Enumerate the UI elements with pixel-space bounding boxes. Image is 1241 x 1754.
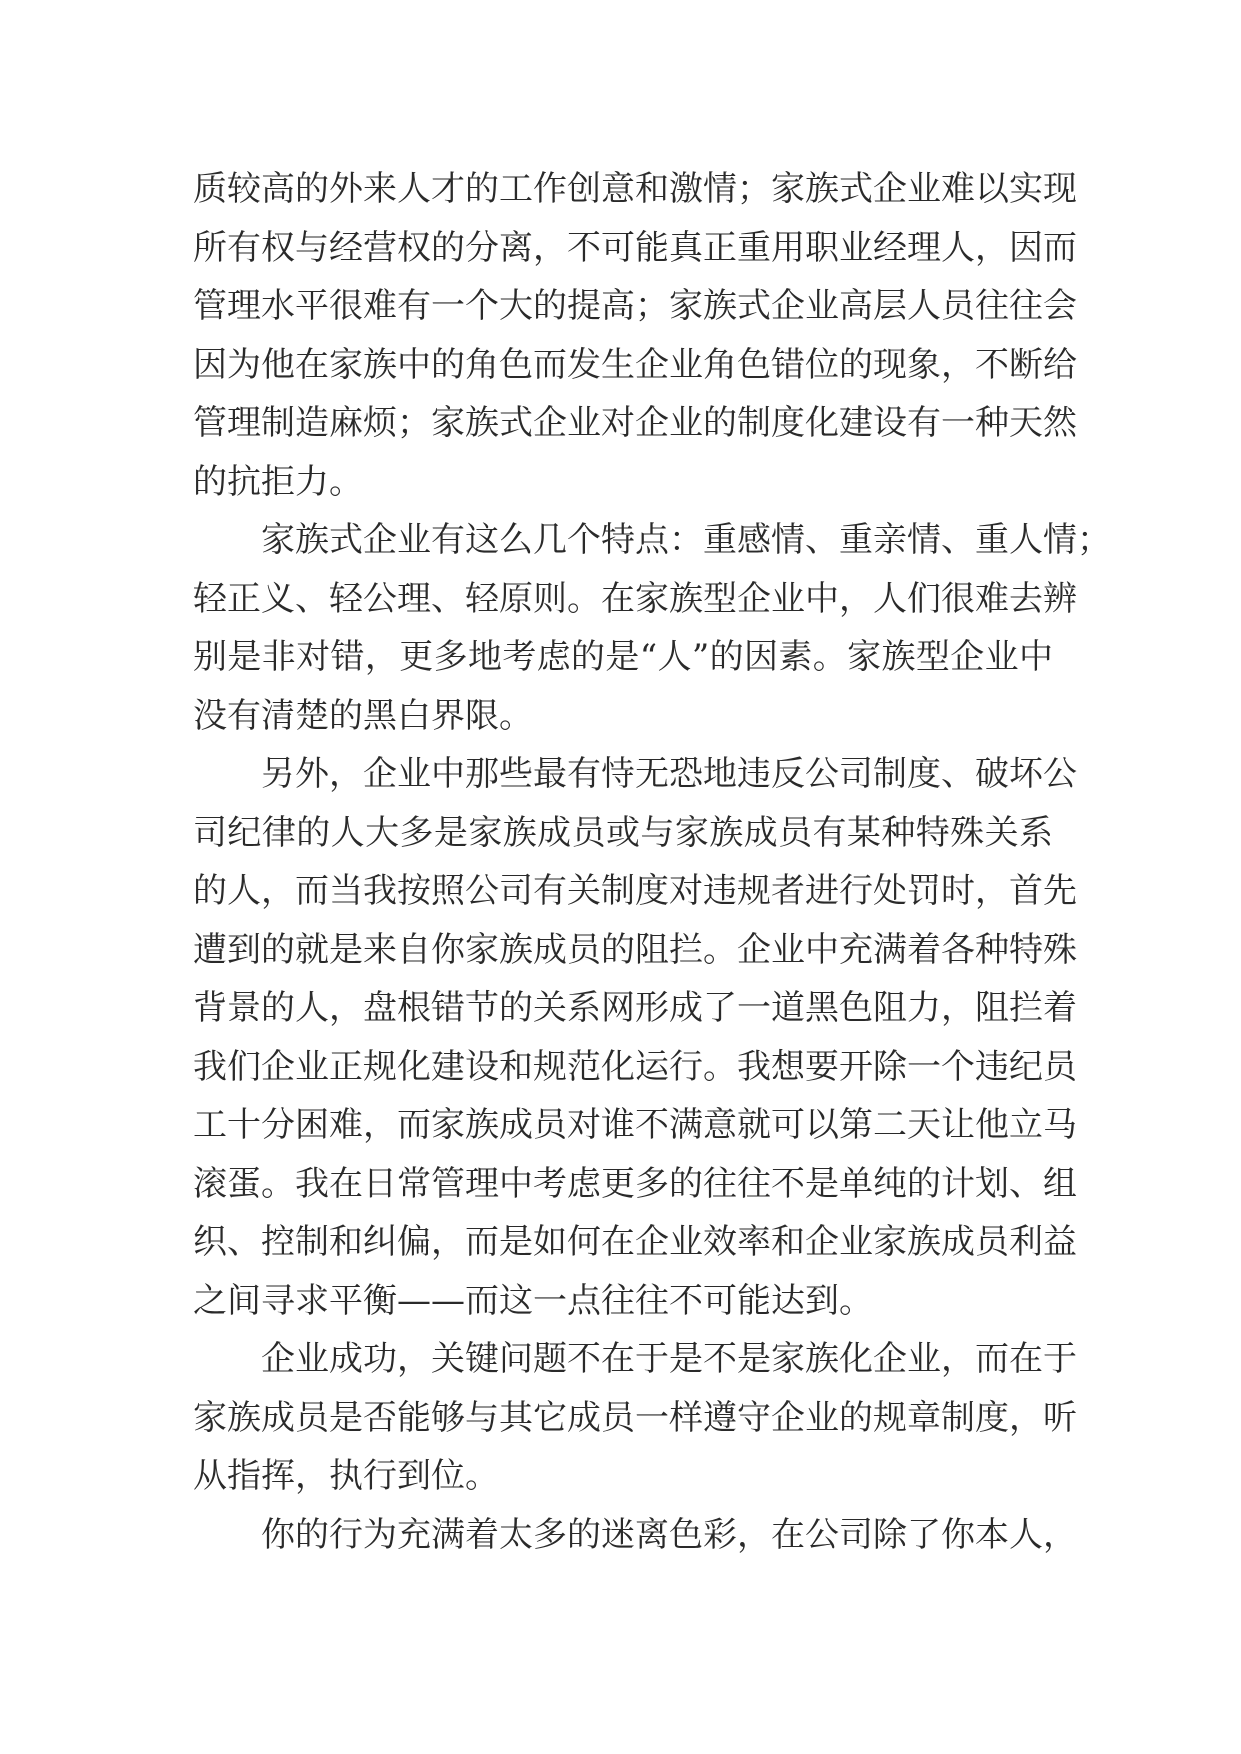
paragraph-2 [193,511,1111,745]
text-line: 别是非对错，更多地考虑的是“人”的因素。家族型企业中 [193,637,1053,677]
text-line: 司纪律的人大多是家族成员或与家族成员有某种特殊关系 [193,812,1053,853]
body-text [193,160,1111,1564]
text-line: 你的行为充满着太多的迷离色彩，在公司除了你本人， [261,1514,1077,1555]
text-line: 管理水平很难有一个大的提高；家族式企业高层人员往往会 [193,286,1077,326]
text-line: 家族成员是否能够与其它成员一样遵守企业的规章制度，听 [193,1397,1077,1438]
text-line: 另外，企业中那些最有恃无恐地违反公司制度、破坏公 [261,754,1077,794]
text-line: 轻正义、轻公理、轻原则。在家族型企业中，人们很难去辨 [193,578,1077,619]
paragraph-5 [193,1506,1077,1565]
text-line: 的人，而当我按照公司有关制度对违规者进行处罚时，首先 [193,871,1077,911]
text-line: 企业成功，关键问题不在于是不是家族化企业，而在于 [261,1339,1077,1379]
text-line: 管理制造麻烦；家族式企业对企业的制度化建设有一种天然 [193,403,1077,443]
text-line: 背景的人，盘根错节的关系网形成了一道黑色阻力，阻拦着 [193,988,1077,1028]
text-line: 没有清楚的黑白界限。 [193,695,533,736]
text-line: 我们企业正规化建设和规范化运行。我想要开除一个违纪员 [193,1046,1077,1087]
text-line: 滚蛋。我在日常管理中考虑更多的往往不是单纯的计划、组 [193,1163,1077,1204]
text-line: 家族式企业有这么几个特点：重感情、重亲情、重人情； [261,520,1111,560]
paragraph-4 [193,1330,1077,1506]
text-line: 之间寻求平衡——而这一点往往不可能达到。 [193,1280,873,1321]
paragraph-3 [193,745,1077,1330]
text-line: 工十分困难，而家族成员对谁不满意就可以第二天让他立马 [193,1105,1077,1145]
text-line: 从指挥，执行到位。 [193,1456,499,1496]
text-line: 遭到的就是来自你家族成员的阻拦。企业中充满着各种特殊 [193,929,1077,970]
paragraph-1 [193,160,1077,511]
text-line: 因为他在家族中的角色而发生企业角色错位的现象，不断给 [193,344,1077,385]
text-line: 织、控制和纠偏，而是如何在企业效率和企业家族成员利益 [193,1222,1077,1262]
text-line: 所有权与经营权的分离，不可能真正重用职业经理人，因而 [193,227,1077,268]
text-line: 的抗拒力。 [193,461,363,502]
text-line: 质较高的外来人才的工作创意和激情；家族式企业难以实现 [193,169,1077,209]
